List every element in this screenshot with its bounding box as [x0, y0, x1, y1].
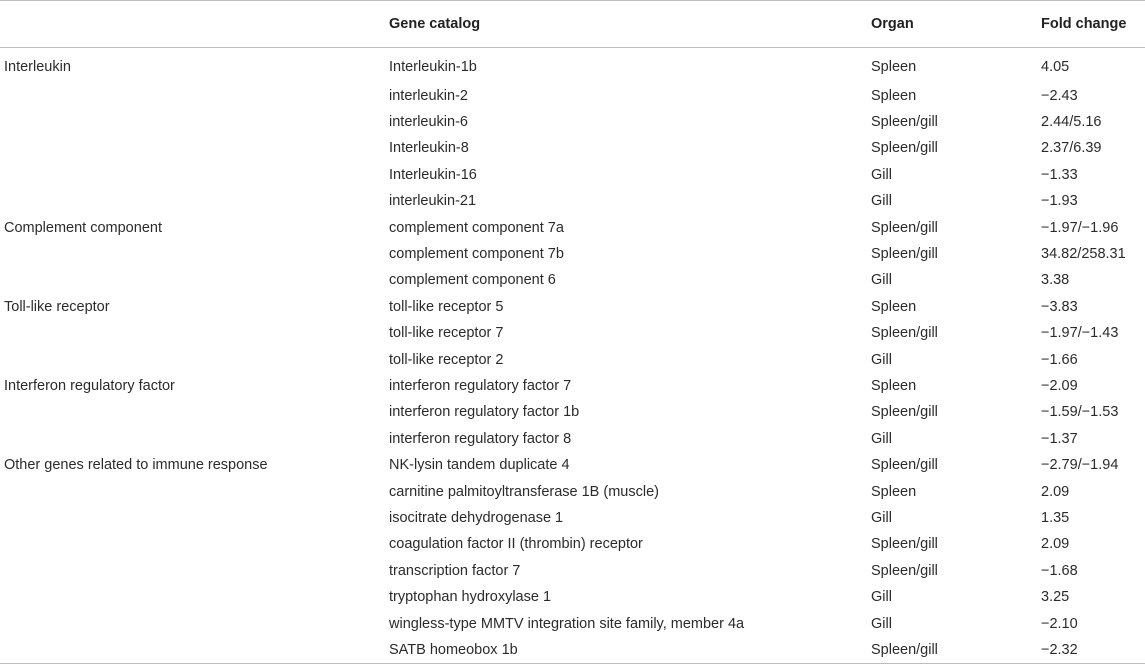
cell-fold-change: −1.59/−1.53 — [1041, 404, 1119, 421]
cell-gene: interleukin-6 — [389, 114, 468, 131]
cell-organ: Spleen/gill — [871, 325, 938, 342]
cell-organ: Gill — [871, 351, 892, 368]
cell-category: Other genes related to immune response — [4, 457, 268, 474]
cell-category — [0, 83, 385, 109]
table-row — [0, 241, 1145, 267]
cell-gene: Interleukin-1b — [389, 59, 477, 76]
cell-fold-change: −3.83 — [1041, 298, 1078, 315]
cell-fold-change: −1.37 — [1041, 430, 1078, 447]
cell-category — [0, 188, 385, 214]
header-organ: Organ — [867, 1, 1037, 48]
table-row — [0, 610, 1145, 636]
cell-gene: interferon regulatory factor 8 — [389, 430, 572, 447]
cell-fold-change: −1.33 — [1041, 166, 1078, 183]
cell-category — [0, 162, 385, 188]
cell-gene: toll-like receptor 7 — [389, 325, 504, 342]
cell-fold-change: 2.44/5.16 — [1041, 114, 1102, 131]
cell-organ: Spleen/gill — [871, 457, 938, 474]
cell-gene: SATB homeobox 1b — [385, 637, 867, 663]
cell-fold-change: 2.09 — [1041, 536, 1070, 553]
header-fold-change: Fold change — [1037, 1, 1145, 48]
cell-fold-change: 1.35 — [1041, 509, 1070, 526]
cell-organ: Spleen/gill — [871, 114, 938, 131]
table-row — [0, 452, 1145, 478]
cell-fold-change: −2.32 — [1037, 637, 1145, 663]
table-row — [0, 135, 1145, 161]
cell-gene: complement component 6 — [389, 272, 556, 289]
cell-category — [0, 478, 385, 504]
cell-gene: Interleukin-8 — [389, 140, 469, 157]
cell-category — [0, 320, 385, 346]
cell-organ: Gill — [871, 615, 892, 632]
cell-fold-change: 34.82/258.31 — [1041, 246, 1126, 263]
cell-fold-change: 2.09 — [1041, 483, 1070, 500]
cell-category: Toll-like receptor — [4, 298, 110, 315]
cell-fold-change: −1.68 — [1041, 562, 1078, 579]
cell-gene: tryptophan hydroxylase 1 — [389, 589, 552, 606]
cell-gene: interleukin-2 — [389, 87, 468, 104]
cell-category — [0, 558, 385, 584]
table-row — [0, 162, 1145, 188]
cell-organ: Spleen — [871, 483, 917, 500]
cell-category — [0, 109, 385, 135]
table-row — [0, 478, 1145, 504]
cell-gene: toll-like receptor 2 — [389, 351, 504, 368]
table-row — [0, 294, 1145, 320]
cell-category — [0, 584, 385, 610]
cell-gene: isocitrate dehydrogenase 1 — [389, 509, 564, 526]
cell-organ: Gill — [871, 193, 892, 210]
cell-gene: wingless-type MMTV integration site family, member 4a — [389, 615, 745, 632]
cell-fold-change: −1.97/−1.43 — [1041, 325, 1119, 342]
cell-category — [0, 399, 385, 425]
cell-category: Interferon regulatory factor — [4, 377, 175, 394]
cell-category — [0, 346, 385, 372]
cell-gene: toll-like receptor 5 — [389, 298, 504, 315]
cell-fold-change: −1.93 — [1041, 193, 1078, 210]
cell-fold-change: 3.25 — [1041, 589, 1070, 606]
cell-fold-change: 3.38 — [1041, 272, 1070, 289]
cell-category — [0, 531, 385, 557]
cell-fold-change: −2.43 — [1041, 87, 1078, 104]
table-row — [0, 637, 1145, 663]
header-category — [0, 1, 385, 48]
table-row — [0, 83, 1145, 109]
cell-organ: Spleen/gill — [871, 246, 938, 263]
cell-organ: Spleen — [871, 87, 917, 104]
cell-category — [0, 267, 385, 293]
table-row — [0, 320, 1145, 346]
cell-organ: Spleen/gill — [867, 637, 1037, 663]
table-body — [0, 48, 1145, 664]
cell-organ: Gill — [871, 430, 892, 447]
cell-category — [0, 610, 385, 636]
cell-organ: Spleen/gill — [871, 404, 938, 421]
cell-gene: complement component 7b — [389, 246, 564, 263]
cell-category: Complement component — [4, 219, 162, 236]
cell-fold-change: 4.05 — [1041, 59, 1070, 76]
cell-organ: Spleen/gill — [871, 219, 938, 236]
table-row — [0, 558, 1145, 584]
cell-organ: Gill — [871, 589, 892, 606]
cell-organ: Spleen — [871, 377, 917, 394]
cell-organ: Gill — [871, 272, 892, 289]
cell-gene: Interleukin-16 — [389, 166, 477, 183]
cell-fold-change: −1.66 — [1041, 351, 1078, 368]
cell-gene: NK-lysin tandem duplicate 4 — [389, 457, 570, 474]
table-row — [0, 109, 1145, 135]
table-row — [0, 346, 1145, 372]
cell-category — [0, 426, 385, 452]
cell-organ: Spleen — [871, 298, 917, 315]
cell-gene: interferon regulatory factor 7 — [389, 377, 572, 394]
cell-gene: interferon regulatory factor 1b — [389, 404, 580, 421]
table-row — [0, 188, 1145, 214]
cell-fold-change: −2.10 — [1041, 615, 1078, 632]
cell-organ: Gill — [871, 509, 892, 526]
table-row — [0, 505, 1145, 531]
cell-gene: carnitine palmitoyltransferase 1B (muscle) — [389, 483, 659, 500]
table-row — [0, 214, 1145, 240]
table-row — [0, 426, 1145, 452]
cell-category: Interleukin — [4, 59, 71, 76]
cell-fold-change: −2.79/−1.94 — [1041, 457, 1119, 474]
cell-organ: Spleen/gill — [871, 562, 938, 579]
header-row — [0, 1, 1145, 48]
cell-category — [0, 505, 385, 531]
table-row — [0, 267, 1145, 293]
cell-category — [0, 241, 385, 267]
cell-category — [0, 135, 385, 161]
cell-fold-change: 2.37/6.39 — [1041, 140, 1102, 157]
cell-category — [0, 637, 385, 663]
cell-gene: complement component 7a — [389, 219, 564, 236]
cell-fold-change: −1.97/−1.96 — [1041, 219, 1119, 236]
table-row — [0, 399, 1145, 425]
cell-organ: Spleen/gill — [871, 140, 938, 157]
table-row — [0, 584, 1145, 610]
cell-organ: Spleen — [871, 59, 917, 76]
cell-fold-change: −2.09 — [1041, 377, 1078, 394]
cell-gene: transcription factor 7 — [389, 562, 521, 579]
cell-gene: interleukin-21 — [389, 193, 477, 210]
cell-organ: Spleen/gill — [871, 536, 938, 553]
table-row — [0, 531, 1145, 557]
cell-organ: Gill — [871, 166, 892, 183]
table-row — [0, 48, 1145, 83]
cell-gene: coagulation factor II (thrombin) receptor — [389, 536, 643, 553]
table-row — [0, 373, 1145, 399]
header-gene-catalog: Gene catalog — [385, 1, 867, 48]
table-header — [0, 1, 1145, 48]
